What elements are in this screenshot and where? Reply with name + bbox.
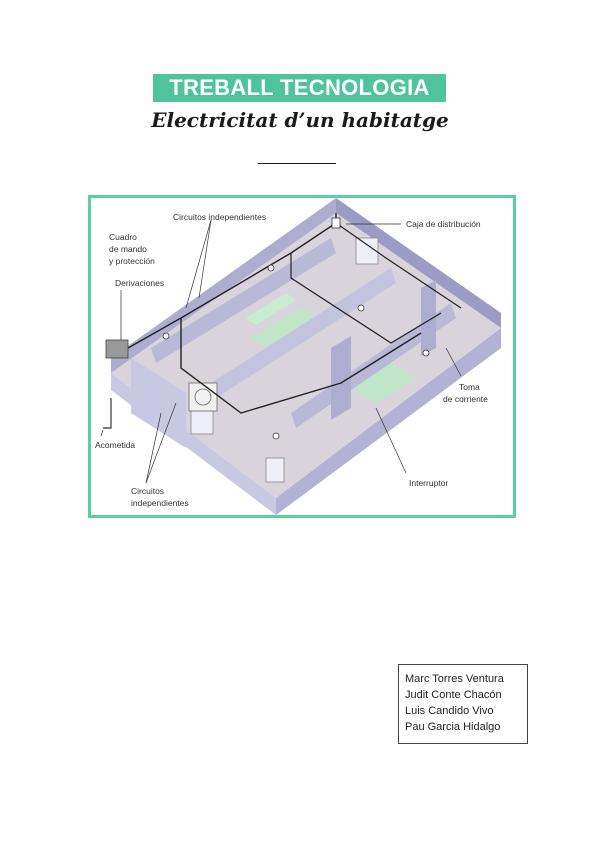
label-derivaciones: Derivaciones — [115, 278, 165, 288]
window-1 — [191, 408, 213, 434]
label-acometida: Acometida — [95, 440, 136, 450]
label-toma-1: Toma — [459, 382, 480, 392]
author-name: Marc Torres Ventura — [405, 673, 504, 685]
label-circuitos-bottom-1: Circuitos — [131, 486, 165, 496]
house-wiring-diagram — [91, 198, 513, 515]
lamp-3 — [358, 305, 364, 311]
lamp-1 — [163, 333, 169, 339]
label-cuadro-2: de mando — [109, 244, 147, 254]
label-circuitos-bottom-2: independientes — [131, 498, 189, 508]
lamp-5 — [273, 433, 279, 439]
acometida-wire — [103, 398, 111, 428]
name-underline — [258, 163, 336, 164]
label-toma-2: de corriente — [443, 394, 488, 404]
lamp-2 — [268, 265, 274, 271]
label-interruptor: Interruptor — [409, 478, 449, 488]
label-cuadro-1: Cuadro — [109, 232, 137, 242]
house-wiring-illustration — [88, 195, 516, 518]
window-3 — [356, 238, 378, 264]
window-2 — [266, 458, 284, 482]
leader-acometida — [101, 430, 103, 436]
washing-machine — [189, 383, 217, 411]
lamp-4 — [423, 350, 429, 356]
authors-box — [398, 664, 528, 744]
label-circuitos-independientes-top: Circuitos independientes — [173, 212, 267, 222]
control-panel — [106, 340, 128, 358]
document-title: TREBALL TECNOLOGIA — [153, 74, 446, 102]
author-name: Judit Conte Chacón — [405, 689, 502, 701]
distribution-box — [332, 218, 340, 228]
author-name: Luis Candido Vivo — [405, 705, 494, 717]
document-subtitle: Electricitat d’un habitatge — [151, 108, 449, 132]
label-caja-distribucion: Caja de distribución — [406, 219, 481, 229]
author-name: Pau Garcia Hidalgo — [405, 721, 501, 733]
label-cuadro-3: y protección — [109, 256, 155, 266]
leader-circuits-top-b — [199, 220, 211, 298]
